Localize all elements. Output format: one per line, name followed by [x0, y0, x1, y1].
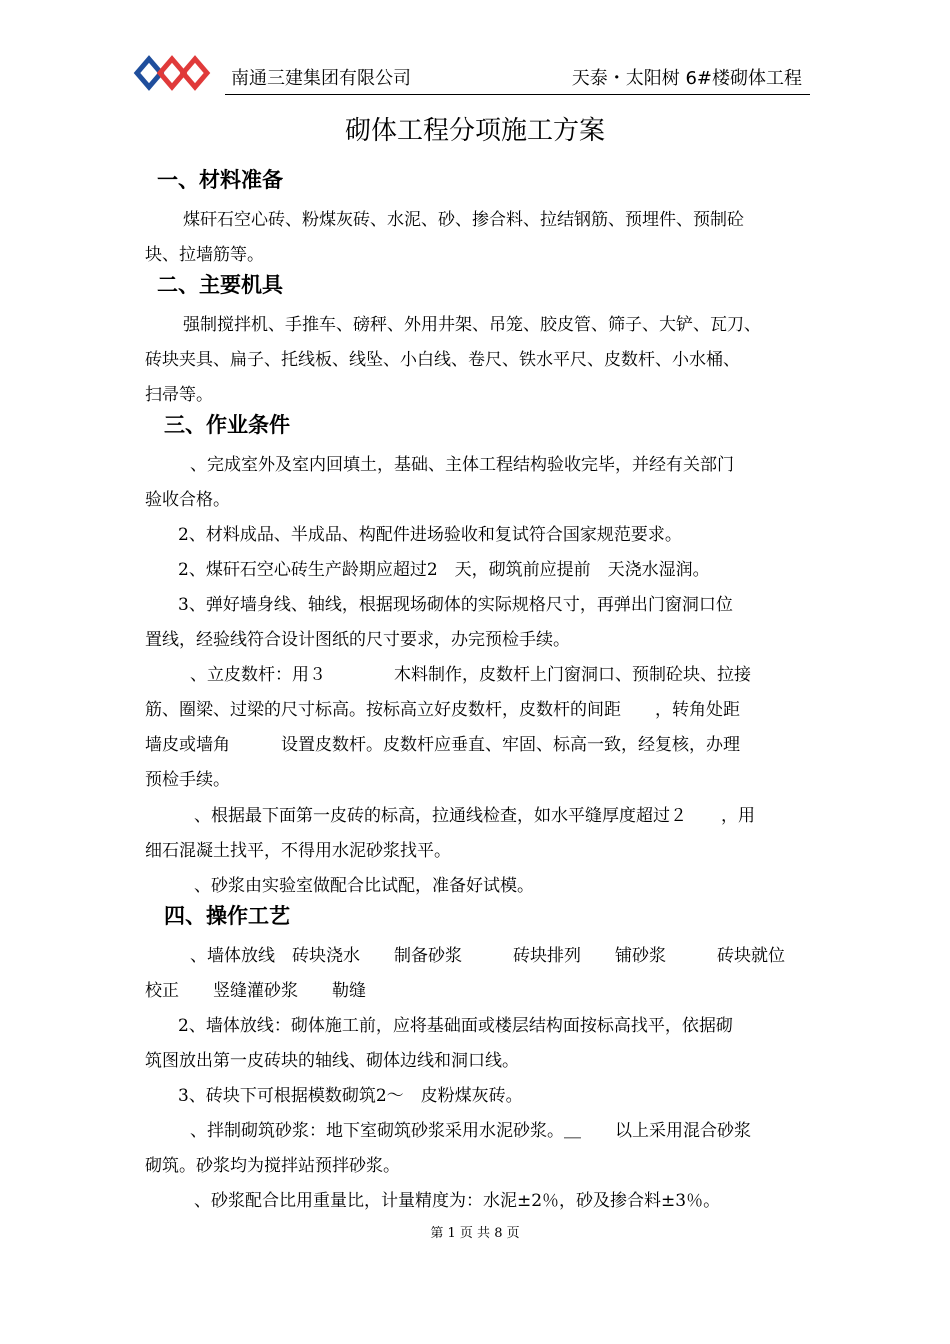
paragraph-line: 、根据最下面第一皮砖的标高，拉通线检查，如水平缝厚度超过２ ，用 — [194, 806, 755, 826]
paragraph-line: 置线，经验线符合设计图纸的尺寸要求，办完预检手续。 — [145, 630, 570, 650]
paragraph-line: 预检手续。 — [145, 770, 230, 790]
header-divider — [225, 94, 810, 95]
paragraph-line: 细石混凝土找平，不得用水泥砂浆找平。 — [145, 841, 451, 861]
paragraph-line: 扫帚等。 — [145, 385, 213, 405]
paragraph-line: 块、拉墙筋等。 — [145, 245, 264, 265]
paragraph-line: 筑图放出第一皮砖块的轴线、砌体边线和洞口线。 — [145, 1051, 519, 1071]
paragraph-line: 、完成室外及室内回填土，基础、主体工程结构验收完毕，并经有关部门 — [190, 455, 734, 475]
paragraph-line: 筋、圈梁、过梁的尺寸标高。按标高立好皮数杆，皮数杆的间距 ，转角处距 — [145, 700, 740, 720]
section-heading-conditions: 三、作业条件 — [164, 413, 290, 437]
section-heading-tools: 二、主要机具 — [157, 273, 283, 297]
paragraph-line: 2、煤矸石空心砖生产龄期应超过2 天，砌筑前应提前 天浇水湿润。 — [178, 560, 710, 580]
paragraph-line: 3、弹好墙身线、轴线，根据现场砌体的实际规格尺寸，再弹出门窗洞口位 — [178, 595, 733, 615]
paragraph-line: 3、砖块下可根据模数砌筑2～ 皮粉煤灰砖。 — [178, 1086, 523, 1106]
section-heading-process: 四、操作工艺 — [164, 904, 290, 928]
page-number-footer: 第 1 页 共 8 页 — [430, 1226, 520, 1241]
paragraph-line: 砖块夹具、扁子、托线板、线坠、小白线、卷尺、铁水平尺、皮数杆、小水桶、 — [145, 350, 740, 370]
paragraph-line: 强制搅拌机、手推车、磅秤、外用井架、吊笼、胶皮管、筛子、大铲、瓦刀、 — [183, 315, 761, 335]
page-title: 砌体工程分项施工方案 — [344, 116, 605, 146]
company-name: 南通三建集团有限公司 — [231, 68, 411, 89]
company-logo-icon — [133, 55, 211, 91]
paragraph-line: 煤矸石空心砖、粉煤灰砖、水泥、砂、掺合料、拉结钢筋、预埋件、预制砼 — [183, 210, 744, 230]
paragraph-line: 2、材料成品、半成品、构配件进场验收和复试符合国家规范要求。 — [178, 525, 682, 545]
section-heading-materials: 一、材料准备 — [157, 168, 283, 192]
project-name: 天泰・太阳树 6#楼砌体工程 — [571, 68, 802, 89]
paragraph-line: 、立皮数杆：用３ 木料制作，皮数杆上门窗洞口、预制砼块、拉接 — [190, 665, 751, 685]
paragraph-line: 、砂浆配合比用重量比，计量精度为：水泥±2％，砂及掺合料±3％。 — [194, 1191, 721, 1211]
paragraph-line: 2、墙体放线：砌体施工前，应将基础面或楼层结构面按标高找平，依据砌 — [178, 1016, 733, 1036]
paragraph-line: 墙皮或墙角 设置皮数杆。皮数杆应垂直、牢固、标高一致，经复核，办理 — [145, 735, 740, 755]
paragraph-line: 、砂浆由实验室做配合比试配，准备好试模。 — [194, 876, 534, 896]
paragraph-line: 砌筑。砂浆均为搅拌站预拌砂浆。 — [145, 1156, 400, 1176]
paragraph-line: 、墙体放线 砖块浇水 制备砂浆 砖块排列 铺砂浆 砖块就位 — [190, 946, 785, 966]
paragraph-line: 、拌制砌筑砂浆：地下室砌筑砂浆采用水泥砂浆。＿ 以上采用混合砂浆 — [190, 1121, 751, 1141]
paragraph-line: 校正 竖缝灌砂浆 勒缝 — [145, 981, 366, 1001]
paragraph-line: 验收合格。 — [145, 490, 230, 510]
